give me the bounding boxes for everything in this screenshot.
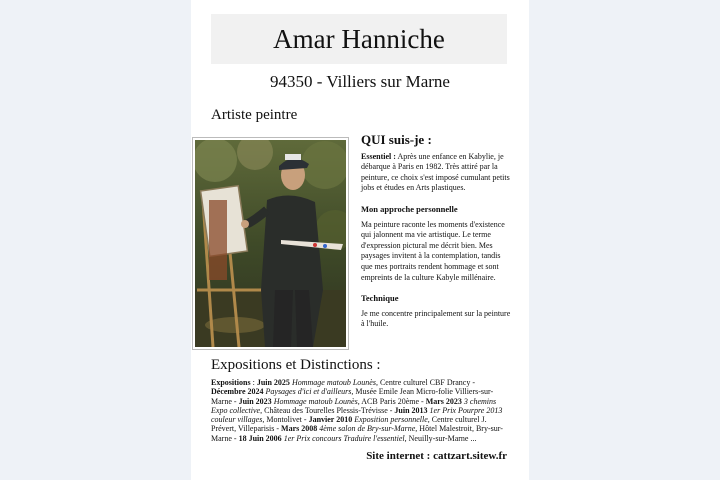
exposition-place: , Musée Emile Jean Micro-folie Villiers-sur-Marne	[211, 387, 494, 406]
artist-name: Amar Hanniche	[273, 23, 445, 54]
exposition-place: , Centre culturel J. Prévert, Villeparisis	[211, 415, 487, 434]
exposition-item: - Janvier 2010 Exposition personnelle, Centre culturel J. Prévert, Villeparisis	[211, 415, 487, 434]
essentiel-label: Essentiel :	[361, 151, 396, 161]
bio-title: QUI suis-je :	[361, 132, 432, 147]
exposition-item: - Mars 2008 4ème salon de Bry-sur-Marne, Hôtel Malestroit, Bry-sur-Marne	[211, 424, 503, 443]
site-link[interactable]: cattzart.sitew.fr	[433, 450, 507, 462]
location: 94350 - Villiers sur Marne	[270, 72, 450, 91]
exposition-date: Juin 2023	[238, 396, 272, 406]
exposition-event: 3 chemins Expo collective	[211, 396, 497, 415]
exposition-event: Paysages d'ici et d'ailleurs	[263, 387, 352, 397]
artist-photo	[192, 137, 349, 350]
exposition-event: 4ème salon de Bry-sur-Marne	[317, 424, 416, 434]
exposition-date: Décembre 2024	[211, 387, 264, 397]
site-line	[366, 450, 507, 462]
exposition-place: , Montolivet	[262, 415, 302, 425]
exposition-item: - 18 Juin 2006 1er Prix concours Traduire l'essentiel, Neuilly-sur-Marne ...	[231, 433, 477, 443]
expositions-list	[211, 378, 511, 443]
approche-title: Mon approche personnelle	[361, 203, 458, 214]
artist-photo-image	[195, 140, 346, 347]
exposition-item: - Juin 2013 1er Prix Pourpre 2013 couleur villages, Montolivet	[211, 405, 503, 425]
exposition-place: , Centre culturel CBF Drancy	[375, 378, 471, 387]
exposition-date: 18 Juin 2006	[238, 433, 282, 443]
exposition-item: : Juin 2025 Hommage matoub Lounès, Centre culturel CBF Drancy	[252, 378, 471, 387]
exposition-item: - Mars 2023 3 chemins Expo collective, Château des Tourelles Plessis-Trévisse	[211, 396, 497, 415]
approche-text: Ma peinture raconte les moments d'existence qui jalonnent ma vie artistique. Le terme d'expression pictural me décrit bien. Mes paysages invitent à la contemplation, tandis que mes portraits rendent hommage et sont empreints de la culture Kabyle millénaire.	[361, 219, 505, 282]
exposition-item: - Juin 2023 Hommage matoub Lounès, ACB Paris 20ème	[231, 396, 420, 406]
exposition-place: , ACB Paris 20ème	[357, 396, 420, 406]
exposition-event: Hommage matoub Lounès	[289, 378, 376, 387]
technique-text: Je me concentre principalement sur la peinture à l'huile.	[361, 308, 511, 329]
exposition-event: 1er Prix Pourpre 2013 couleur villages	[211, 405, 503, 425]
site-label: Site internet :	[366, 450, 431, 462]
technique-title: Technique	[361, 293, 399, 304]
expositions-label: Expositions	[211, 378, 251, 387]
exposition-event: Exposition personnelle	[352, 415, 428, 425]
exposition-place: , Hôtel Malestroit, Bry-sur-Marne	[211, 424, 503, 443]
exposition-place: , Château des Tourelles Plessis-Trévisse	[260, 405, 388, 415]
artist-page	[191, 0, 529, 480]
exposition-item: - Décembre 2024 Paysages d'ici et d'ailleurs, Musée Emile Jean Micro-folie Villiers-sur-Marne	[211, 378, 494, 406]
name-banner	[211, 14, 507, 64]
role-title: Artiste peintre	[211, 107, 298, 123]
bio-section	[361, 132, 511, 330]
exposition-date: Juin 2013	[394, 405, 428, 415]
exposition-event: 1er Prix concours Traduire l'essentiel	[281, 433, 405, 443]
exposition-date: Juin 2025	[256, 378, 290, 387]
exposition-date: Mars 2008	[281, 424, 318, 434]
exposition-event: Hommage matoub Lounès	[271, 396, 358, 406]
essentiel-text: Après une enfance en Kabylie, je débarque à Paris en 1982. Très attiré par la peinture, ce choix s'est imposé cumulant petits jobs et études en Arts plastiques.	[361, 151, 510, 193]
exposition-date: Mars 2023	[425, 396, 462, 406]
exposition-place: , Neuilly-sur-Marne ...	[404, 433, 477, 443]
bio-essentiel	[361, 152, 511, 194]
expositions-title: Expositions et Distinctions :	[211, 357, 381, 373]
exposition-date: Janvier 2010	[308, 415, 353, 425]
